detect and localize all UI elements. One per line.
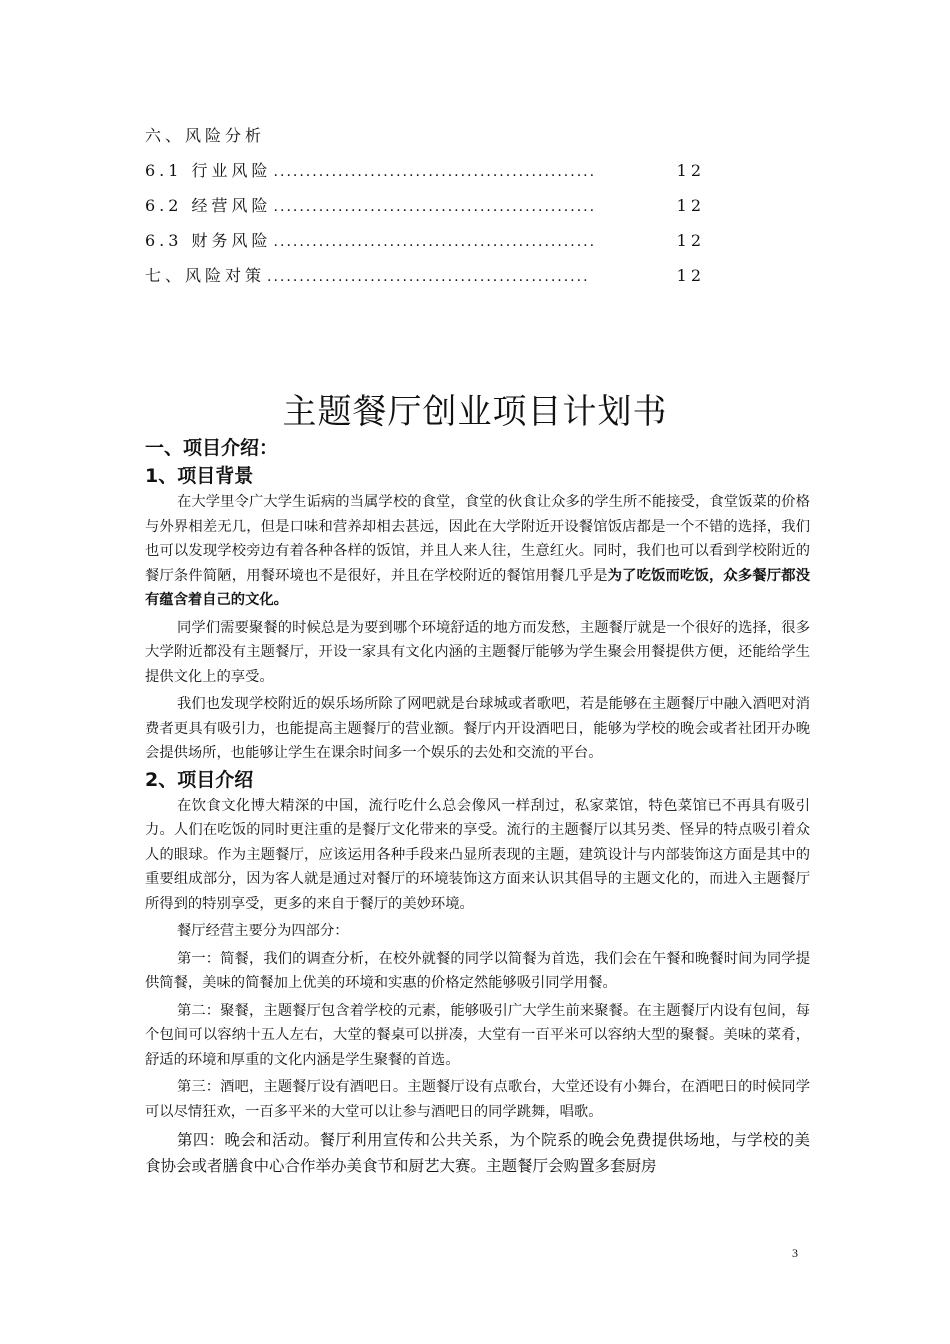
document-body [145, 434, 810, 1179]
toc-entry-page: 12 [676, 231, 705, 250]
toc-entry-label: 6.3 财务风险 [145, 231, 272, 250]
toc-entry-label: 6.1 行业风险 [145, 161, 272, 180]
toc-leader-dots: .................................................. [273, 199, 597, 215]
toc-entry-label: 七、风险对策 [145, 266, 266, 285]
paragraph-text: 在大学里令广大学生诟病的当属学校的食堂，食堂的伙食让众多的学生所不能接受，食堂饭菜的价格与外界相差无几，但是口味和营养却相去甚远，因此在大学附近开设餐馆饭店都是一个不错的选择，我们也可以发现学校旁边有着各种各样的饭馆，并且人来人往，生意红火。同时，我们也可以看到学校附近的餐厅条件简陋，用餐环境也不是很好，并且在学校附近的餐馆用餐几乎是 [145, 494, 810, 584]
paragraph: 餐厅经营主要分为四部分： [177, 923, 349, 939]
paragraph: 同学们需要聚餐的时候总是为要到哪个环境舒适的地方而发愁，主题餐厅就是一个很好的选择，很多大学附近都没有主题餐厅，开设一家具有文化内涵的主题餐厅能够为学生聚会用餐提供方便，还能给学生提供文化上的享受。 [145, 619, 810, 685]
toc-entry [145, 227, 705, 262]
toc-entry-page: 12 [676, 266, 705, 285]
document-title: 主题餐厅创业项目计划书 [282, 392, 668, 432]
toc-entry [145, 192, 705, 227]
paragraph: 我们也发现学校附近的娱乐场所除了网吧就是台球城或者歌吧，若是能够在主题餐厅中融入酒吧对消费者更具有吸引力，也能提高主题餐厅的营业额。餐厅内开设酒吧日，能够为学校的晚会或者社团开办晚会提供场所，也能够让学生在课余时间多一个娱乐的去处和交流的平台。 [145, 696, 810, 761]
toc-leader-dots: .................................................. [273, 164, 597, 180]
subsection-heading: 2、项目介绍 [145, 768, 254, 791]
toc-entry-page: 12 [676, 196, 705, 215]
section-heading: 一、项目介绍： [145, 437, 279, 459]
paragraph: 第一：简餐，我们的调查分析，在校外就餐的同学以简餐为首选，我们会在午餐和晚餐时间为同学提供简餐，美味的简餐加上优美的环境和实惠的价格定然能够吸引同学用餐。 [145, 950, 810, 991]
table-of-contents [145, 122, 705, 297]
toc-entry [145, 262, 705, 297]
toc-leader-dots: .................................................. [273, 234, 597, 250]
toc-leader-dots: .................................................. [267, 269, 590, 285]
paragraph: 第二：聚餐，主题餐厅包含着学校的元素，能够吸引广大学生前来聚餐。在主题餐厅内设有包间，每个包间可以容纳十五人左右，大堂的餐桌可以拼凑，大堂有一百平米可以容纳大型的聚餐。美味的菜肴，舒适的环境和厚重的文化内涵是学生聚餐的首选。 [145, 1002, 810, 1068]
toc-entry-label: 六、风险分析 [145, 126, 266, 145]
toc-entry [145, 122, 705, 157]
paragraph: 第四：晚会和活动。餐厅利用宣传和公共关系，为个院系的晚会免费提供场地，与学校的美食协会或者膳食中心合作举办美食节和厨艺大赛。主题餐厅会购置多套厨房 [145, 1131, 810, 1175]
paragraph: 第三：酒吧，主题餐厅设有酒吧日。主题餐厅设有点歌台，大堂还设有小舞台，在酒吧日的时候同学可以尽情狂欢，一百多平米的大堂可以让参与酒吧日的同学跳舞，唱歌。 [145, 1079, 810, 1120]
toc-entry-page: 12 [676, 161, 705, 180]
subsection-heading: 1、项目背景 [145, 465, 254, 487]
paragraph [145, 490, 810, 613]
page-number: 3 [792, 1246, 798, 1260]
toc-entry [145, 157, 705, 192]
toc-entry-label: 6.2 经营风险 [145, 196, 272, 215]
paragraph-bold-text: 为了吃饭而吃饭，众多餐厅都没有蕴含着自己的文化。 [145, 567, 810, 608]
paragraph: 在饮食文化博大精深的中国，流行吃什么总会像风一样刮过，私家菜馆，特色菜馆已不再具有吸引力。人们在吃饭的同时更注重的是餐厅文化带来的享受。流行的主题餐厅以其另类、怪异的特点吸引着众人的眼球。作为主题餐厅，应该运用各种手段来凸显所表现的主题，建筑设计与内部装饰这方面是其中的重要组成部分，因为客人就是通过对餐厅的环境装饰这方面来认识其倡导的主题文化的，而进入主题餐厅所得到的特别享受，更多的来自于餐厅的美妙环境。 [145, 797, 810, 912]
